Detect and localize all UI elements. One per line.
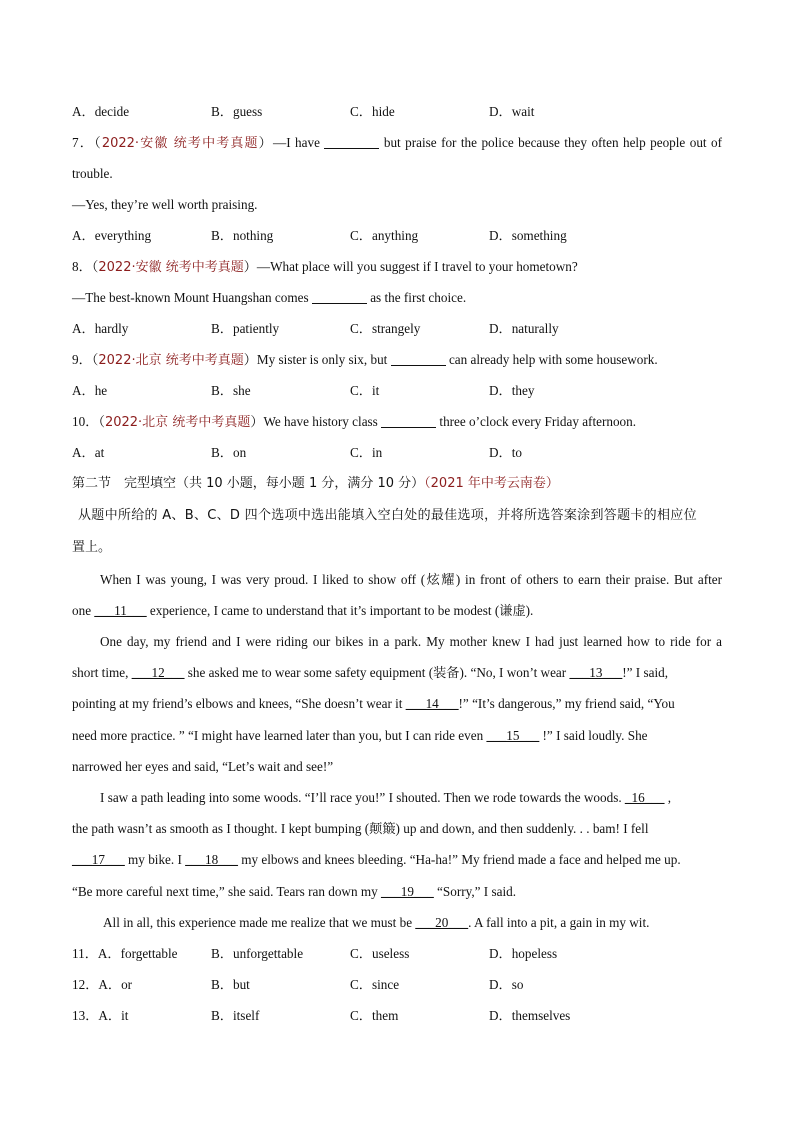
q8-source-close: ） (243, 259, 257, 274)
q13-option-a[interactable] (72, 1007, 211, 1025)
q8-number: 8． (72, 259, 92, 274)
q7-source: 2022·安徽 统考中考真题 (101, 136, 259, 151)
q11-option-a-label: A．forgettable (97, 946, 178, 961)
q9-option-b[interactable]: B．she (211, 383, 251, 398)
q10-source-open: （ (98, 414, 105, 429)
q7-source-close: ） (258, 135, 274, 150)
q9-blank (391, 352, 446, 366)
q8-blank (312, 290, 367, 304)
q7-option-a[interactable]: A．everything (72, 228, 152, 243)
passage-text: short time, (72, 665, 132, 680)
q8-option-b[interactable]: B．patiently (211, 321, 280, 336)
passage-line-7: narrowed her eyes and said, “Let’s wait and see!” (72, 759, 334, 774)
q10-option-d[interactable]: D．to (489, 445, 522, 460)
q7-text-1: —I have (273, 135, 320, 150)
q10-stem (72, 413, 722, 432)
passage-text: All in all, this experience made me realize that we must be (103, 915, 416, 930)
q9-source-close: ） (243, 352, 257, 367)
passage-line-4 (72, 664, 722, 682)
q7-option-d[interactable]: D．something (489, 228, 567, 243)
passage-text: !” I said loudly. She (539, 728, 648, 743)
q7-reply: —Yes, they’re well worth praising. (72, 197, 258, 212)
q6-option-d[interactable]: D．wait (489, 104, 535, 119)
q13-option-b[interactable]: B．itself (211, 1008, 260, 1023)
q13-option-d[interactable]: D．themselves (489, 1008, 571, 1023)
q8-option-d[interactable]: D．naturally (489, 321, 559, 336)
q7-option-c[interactable]: C．anything (350, 228, 419, 243)
q9-option-c[interactable]: C．it (350, 383, 380, 398)
passage-text: “Sorry,” I said. (433, 884, 517, 899)
q13-options (72, 1007, 722, 1025)
q9-stem (72, 351, 722, 370)
q9-option-a[interactable]: A．he (72, 383, 108, 398)
q11-option-a[interactable] (72, 945, 211, 963)
q7-stem-cont: trouble. (72, 166, 113, 181)
blank-13: ___13___ (569, 665, 623, 680)
q8-text-1: —What place will you suggest if I travel to your hometown? (256, 259, 578, 274)
section-instruction-cont: 置上。 (72, 540, 112, 555)
passage-line-5 (72, 695, 722, 713)
q7-source-open: （ (94, 135, 102, 150)
q12-options (72, 976, 722, 994)
q7-options (72, 227, 722, 245)
passage-text: one (72, 603, 95, 618)
passage-line-6 (72, 727, 722, 745)
q10-blank (381, 414, 436, 428)
q8-source-open: （ (91, 259, 99, 274)
q6-options (72, 103, 722, 121)
section-heading (72, 475, 722, 493)
passage-text: , (664, 790, 672, 805)
section-title: 第二节 完型填空（共 10 小题，每小题 1 分，满分 10 分） (72, 476, 425, 491)
passage-text: pointing at my friend’s elbows and knees, “She doesn’t wear it (72, 696, 406, 711)
passage-text: . A fall into a pit, a gain in my wit. (468, 915, 650, 930)
passage-line-3: One day, my friend and I were riding our bikes in a park. My mother knew I had just learned how to ride for a (100, 634, 722, 649)
passage-text: I saw a path leading into some woods. “I’ll race you!” I shouted. Then we rode towards the woods. (100, 790, 625, 805)
q12-number-label: 12． (72, 977, 99, 992)
passage-line-11 (72, 883, 722, 901)
passage-text: my bike. I (124, 852, 186, 867)
q11-options (72, 945, 722, 963)
q10-options (72, 444, 722, 462)
passage-line-10 (72, 851, 722, 869)
q6-option-a[interactable]: A．decide (72, 104, 130, 119)
passage-text: !” I said, (622, 665, 669, 680)
passage-line-2 (72, 602, 722, 620)
passage-line-12 (103, 914, 722, 932)
blank-17: ___17___ (72, 852, 125, 867)
q8-source: 2022·安徽 统考中考真题 (98, 260, 244, 275)
q8-reply (72, 289, 722, 307)
q7-number: 7． (72, 135, 95, 150)
q9-options (72, 382, 722, 400)
blank-14: ___14___ (405, 696, 459, 711)
q8-options (72, 320, 722, 338)
passage-text: “Be more careful next time,” she said. Tears ran down my (72, 884, 381, 899)
q9-text-1: My sister is only six, but (256, 352, 388, 367)
blank-12: ___12___ (131, 665, 185, 680)
q10-option-b[interactable]: B．on (211, 445, 247, 460)
passage-text: my elbows and knees bleeding. “Ha-ha!” My friend made a face and helped me up. (237, 852, 681, 867)
q10-text-2: three o’clock every Friday afternoon. (439, 414, 637, 429)
q12-option-d[interactable]: D．so (489, 977, 524, 992)
blank-20: ___20___ (415, 915, 469, 930)
q11-number-label: 11． (72, 946, 98, 961)
q9-source: 2022·北京 统考中考真题 (98, 353, 244, 368)
q10-text-1: We have history class (263, 414, 378, 429)
q11-option-c[interactable]: C．useless (350, 946, 410, 961)
passage-text: need more practice. ” “I might have learned later than you, but I can ride even (72, 728, 487, 743)
q8-text-2a: —The best-known Mount Huangshan comes (72, 290, 309, 305)
q10-number: 10． (72, 414, 99, 429)
q8-stem (72, 258, 722, 277)
q9-source-open: （ (91, 352, 99, 367)
q13-option-c[interactable]: C．them (350, 1008, 399, 1023)
q8-text-2b: as the first choice. (370, 290, 467, 305)
q9-text-2: can already help with some housework. (448, 352, 658, 367)
q13-option-a-label: A．it (98, 1008, 129, 1023)
q7-option-b[interactable]: B．nothing (211, 228, 274, 243)
q12-option-a[interactable] (72, 976, 211, 994)
passage-text: experience, I came to understand that it’s important to be modest (谦虚). (146, 603, 534, 618)
passage-line-1: When I was young, I was very proud. I liked to show off (炫耀) in front of others to earn their praise. But after (100, 572, 722, 587)
q8-option-a[interactable]: A．hardly (72, 321, 129, 336)
blank-11: ___11___ (94, 603, 147, 618)
q9-number: 9． (72, 352, 92, 367)
q7-blank (324, 135, 379, 149)
passage-text: !” “It’s dangerous,” my friend said, “You (458, 696, 675, 711)
q11-option-d[interactable]: D．hopeless (489, 946, 558, 961)
q12-option-b[interactable]: B．but (211, 977, 250, 992)
q13-number-label: 13． (72, 1008, 99, 1023)
q12-option-c[interactable]: C．since (350, 977, 400, 992)
q10-option-c[interactable]: C．in (350, 445, 383, 460)
passage-line-8 (100, 789, 722, 807)
blank-18: ___18___ (185, 852, 238, 867)
section-instruction: 从题中所给的 A、B、C、D 四个选项中选出能填入空白处的最佳选项，并将所选答案涂到答题卡的相应位 (78, 508, 697, 523)
q10-option-a[interactable]: A．at (72, 445, 105, 460)
passage-line-9: the path wasn’t as smooth as I thought. I kept bumping (颠簸) up and down, and then suddenly. . . bam! I fell (72, 821, 649, 836)
q6-option-b[interactable]: B．guess (211, 104, 263, 119)
q8-option-c[interactable]: C．strangely (350, 321, 421, 336)
q10-source-close: ） (250, 414, 264, 429)
q6-option-c[interactable]: C．hide (350, 104, 395, 119)
blank-19: ___19___ (381, 884, 434, 899)
passage-text: she asked me to wear some safety equipment (装备). “No, I won’t wear (184, 665, 570, 680)
q9-option-d[interactable]: D．they (489, 383, 535, 398)
q10-source: 2022·北京 统考中考真题 (104, 415, 251, 430)
section-source: （2021 年中考云南卷） (424, 476, 559, 491)
q7-stem (72, 134, 722, 153)
q12-option-a-label: A．or (98, 977, 133, 992)
blank-16: _16___ (624, 790, 665, 805)
q11-option-b[interactable]: B．unforgettable (211, 946, 304, 961)
blank-15: ___15___ (486, 728, 540, 743)
q7-text-2: but praise for the police because they often help people out of (383, 135, 723, 150)
